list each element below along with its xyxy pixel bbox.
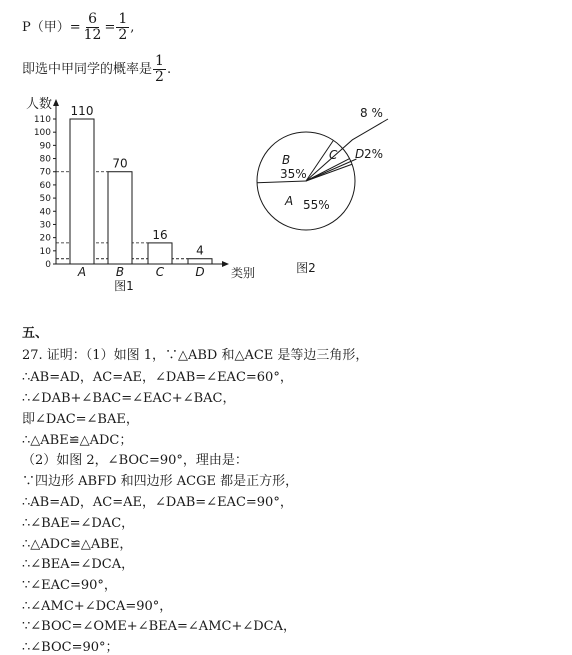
y-tick-label: 90 [39, 141, 51, 152]
pie-chart [257, 106, 388, 275]
y-tick-label: 50 [39, 194, 51, 205]
y-tick-label: 70 [39, 167, 51, 178]
proof-line: ∴∠AMC+∠DCA=90°， [22, 599, 173, 614]
bar-value-label: 4 [196, 243, 204, 258]
bar-B [108, 172, 132, 264]
x-axis-arrow [222, 261, 229, 267]
proof-line: ∴∠BAE=∠DAC， [22, 516, 135, 531]
x-tick-label: C [155, 265, 165, 279]
section-title: 五、 [22, 326, 49, 341]
pie-label-C: C [329, 148, 338, 162]
probability-label: P（甲）= [22, 20, 81, 35]
statistics-charts [0, 92, 572, 302]
proof-line: ∴∠BOC=90°； [22, 640, 119, 655]
y-tick-label: 30 [39, 220, 51, 231]
bar-A [70, 119, 94, 264]
y-tick-label: 20 [39, 233, 51, 244]
bar-value-label: 110 [70, 104, 94, 118]
bar-value-label: 70 [112, 156, 128, 171]
proof-line: ∵四边形 ABFD 和四边形 ACGE 都是正方形， [22, 474, 299, 489]
pie-label-B: B [282, 153, 291, 167]
bar-value-label: 16 [152, 227, 168, 242]
y-tick-label: 80 [39, 154, 51, 165]
bar-D [188, 259, 212, 264]
proof-line: 27. 证明：（1）如图 1，∵△ABD 和△ACE 是等边三角形， [22, 348, 369, 363]
y-axis-label: 人数 [26, 97, 53, 112]
chart-title: 图2 [296, 261, 316, 275]
fraction-1-2: $\frac{1}{2}$ [118, 11, 128, 43]
bar-C [148, 243, 172, 264]
proof-line: ∴△ADC≌△ABE， [22, 537, 133, 552]
proof-line: 即∠DAC=∠BAE， [22, 412, 139, 427]
pie-percent-A: 55% [303, 198, 330, 212]
x-tick-label: A [77, 265, 87, 279]
probability-formula [22, 12, 134, 43]
x-axis-label: 类别 [231, 266, 256, 280]
equals-sign: = [104, 20, 116, 35]
fraction-6-12: $\frac{6}{12}$ [83, 11, 102, 43]
conclusion-text: 即选中甲同学的概率是 [22, 62, 153, 77]
y-tick-label: 10 [39, 246, 51, 257]
y-tick-label: 60 [39, 180, 51, 191]
probability-conclusion [22, 54, 171, 85]
proof-line: ∴∠DAB+∠BAC=∠EAC+∠BAC， [22, 391, 236, 406]
proof-line: ∴AB=AD，AC=AE，∠DAB=∠EAC=60°， [22, 370, 293, 385]
y-tick-label: 100 [33, 128, 51, 139]
pie-percent-B: 35% [280, 167, 307, 181]
proof-line: ∴∠BEA=∠DCA， [22, 557, 135, 572]
bar-chart [26, 96, 255, 293]
y-tick-label: 110 [33, 115, 51, 125]
proof-line: ∴AB=AD，AC=AE，∠DAB=∠EAC=90°， [22, 495, 293, 510]
pie-label-A: A [285, 194, 294, 208]
pie-percent-D: 2% [364, 147, 384, 161]
chart-title: 图1 [114, 279, 134, 293]
conclusion-tail: . [166, 62, 172, 77]
proof-line: ∴△ABE≌△ADC； [22, 433, 133, 448]
pie-percent-C: 8 % [360, 106, 383, 120]
y-tick-label: 0 [45, 260, 51, 270]
formula-tail: , [130, 20, 135, 35]
proof-line: ∵∠BOC=∠OME+∠BEA=∠AMC+∠DCA， [22, 619, 296, 634]
x-tick-label: D [195, 265, 205, 279]
proof-line: （2）如图 2，∠BOC=90°，理由是： [22, 453, 248, 468]
conclusion-fraction: $\frac{1}{2}$ [155, 53, 164, 85]
x-tick-label: B [115, 265, 125, 279]
y-axis-arrow [53, 99, 59, 106]
pie-label-D: D [355, 147, 365, 161]
proof-line: ∵∠EAC=90°， [22, 578, 117, 593]
y-tick-label: 40 [39, 207, 51, 218]
